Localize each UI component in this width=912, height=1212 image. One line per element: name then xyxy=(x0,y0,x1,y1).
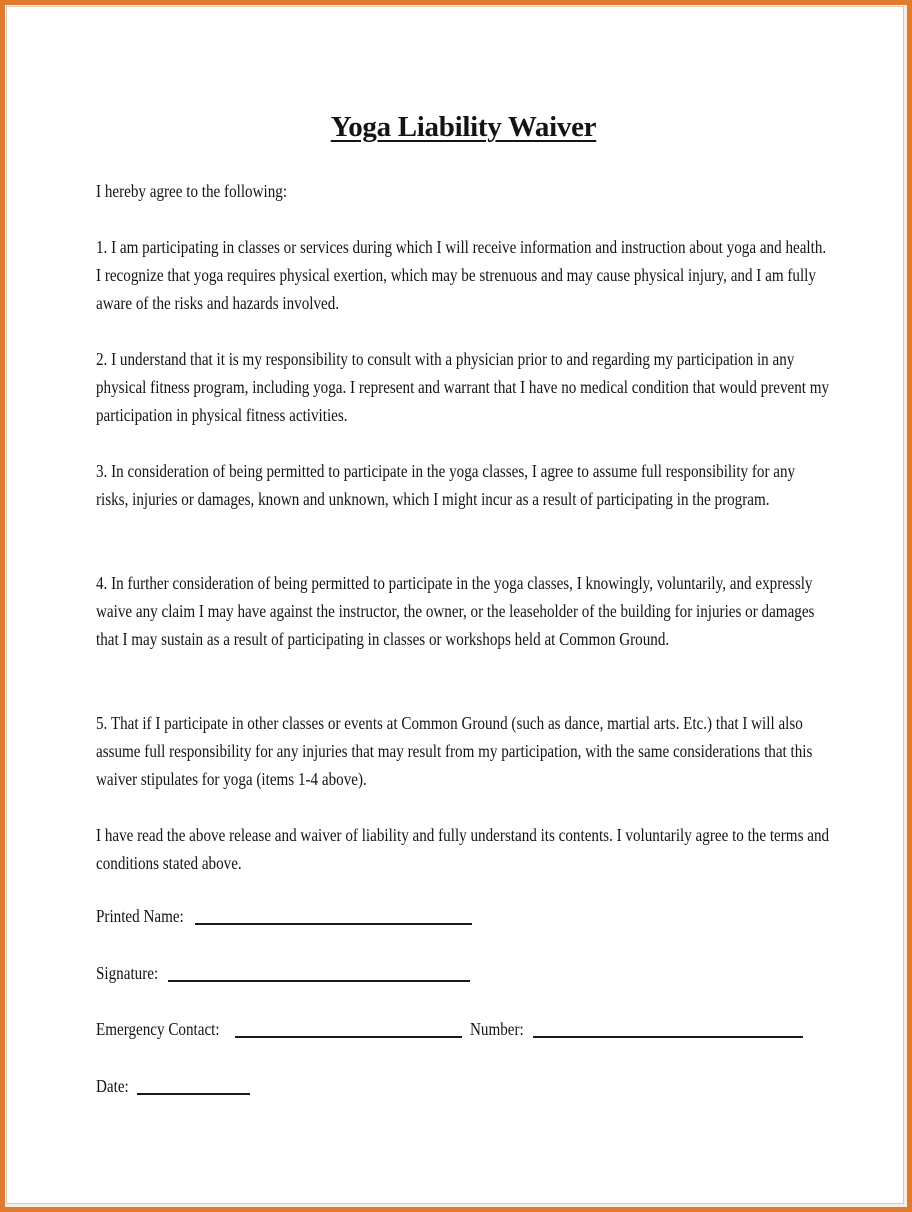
date-row xyxy=(96,1070,296,1100)
intro-paragraph: I hereby agree to the following: xyxy=(96,181,288,201)
signature-label: Signature: xyxy=(96,963,159,983)
emergency-contact-row xyxy=(96,1013,816,1043)
waiver-item-1: 1. I am participating in classes or services during which I will receive information and instruction about yoga and health. I recognize that yoga requires physical exertion, which may be strenuous and may cause physical injury, and I am fully aware of the risks and hazards involved. xyxy=(96,237,827,313)
printed-name-row xyxy=(96,900,476,930)
document-title-text: Yoga Liability Waiver xyxy=(330,111,597,143)
number-label: Number: xyxy=(470,1019,524,1039)
waiver-item-3: 3. In consideration of being permitted to participate in the yoga classes, I agree to assume full responsibility for any risks, injuries or damages, known and unknown, which I might incur as a result of participating in the program. xyxy=(96,461,796,509)
emergency-contact-label: Emergency Contact: xyxy=(96,1019,220,1039)
emergency-contact-input[interactable] xyxy=(235,1036,462,1038)
printed-name-input[interactable] xyxy=(195,923,472,925)
closing-paragraph: I have read the above release and waiver of liability and fully understand its contents. I voluntarily agree to the terms and conditions stated above. xyxy=(96,825,830,873)
waiver-item-2: 2. I understand that it is my responsibility to consult with a physician prior to and regarding my participation in any physical fitness program, including yoga. I represent and warrant that I have no medical condition that would prevent my participation in physical fitness activities. xyxy=(96,349,830,425)
waiver-item-4: 4. In further consideration of being permitted to participate in the yoga classes, I knowingly, voluntarily, and expressly waive any claim I may have against the instructor, the owner, or the leaseholder of the building for injuries or damages that I may sustain as a result of participating in classes or workshops held at Common Ground. xyxy=(96,573,815,649)
date-input[interactable] xyxy=(137,1093,250,1095)
document-page xyxy=(6,6,904,1204)
printed-name-label: Printed Name: xyxy=(96,906,184,926)
date-label: Date: xyxy=(96,1076,129,1096)
waiver-item-5: 5. That if I participate in other classes or events at Common Ground (such as dance, martial arts. Etc.) that I will also assume full responsibility for any injuries that may result from my participation, with the same considerations that this waiver stipulates for yoga (items 1-4 above). xyxy=(96,713,813,789)
signature-row xyxy=(96,957,476,987)
number-input[interactable] xyxy=(533,1036,803,1038)
signature-input[interactable] xyxy=(168,980,470,982)
document-title xyxy=(96,109,831,145)
